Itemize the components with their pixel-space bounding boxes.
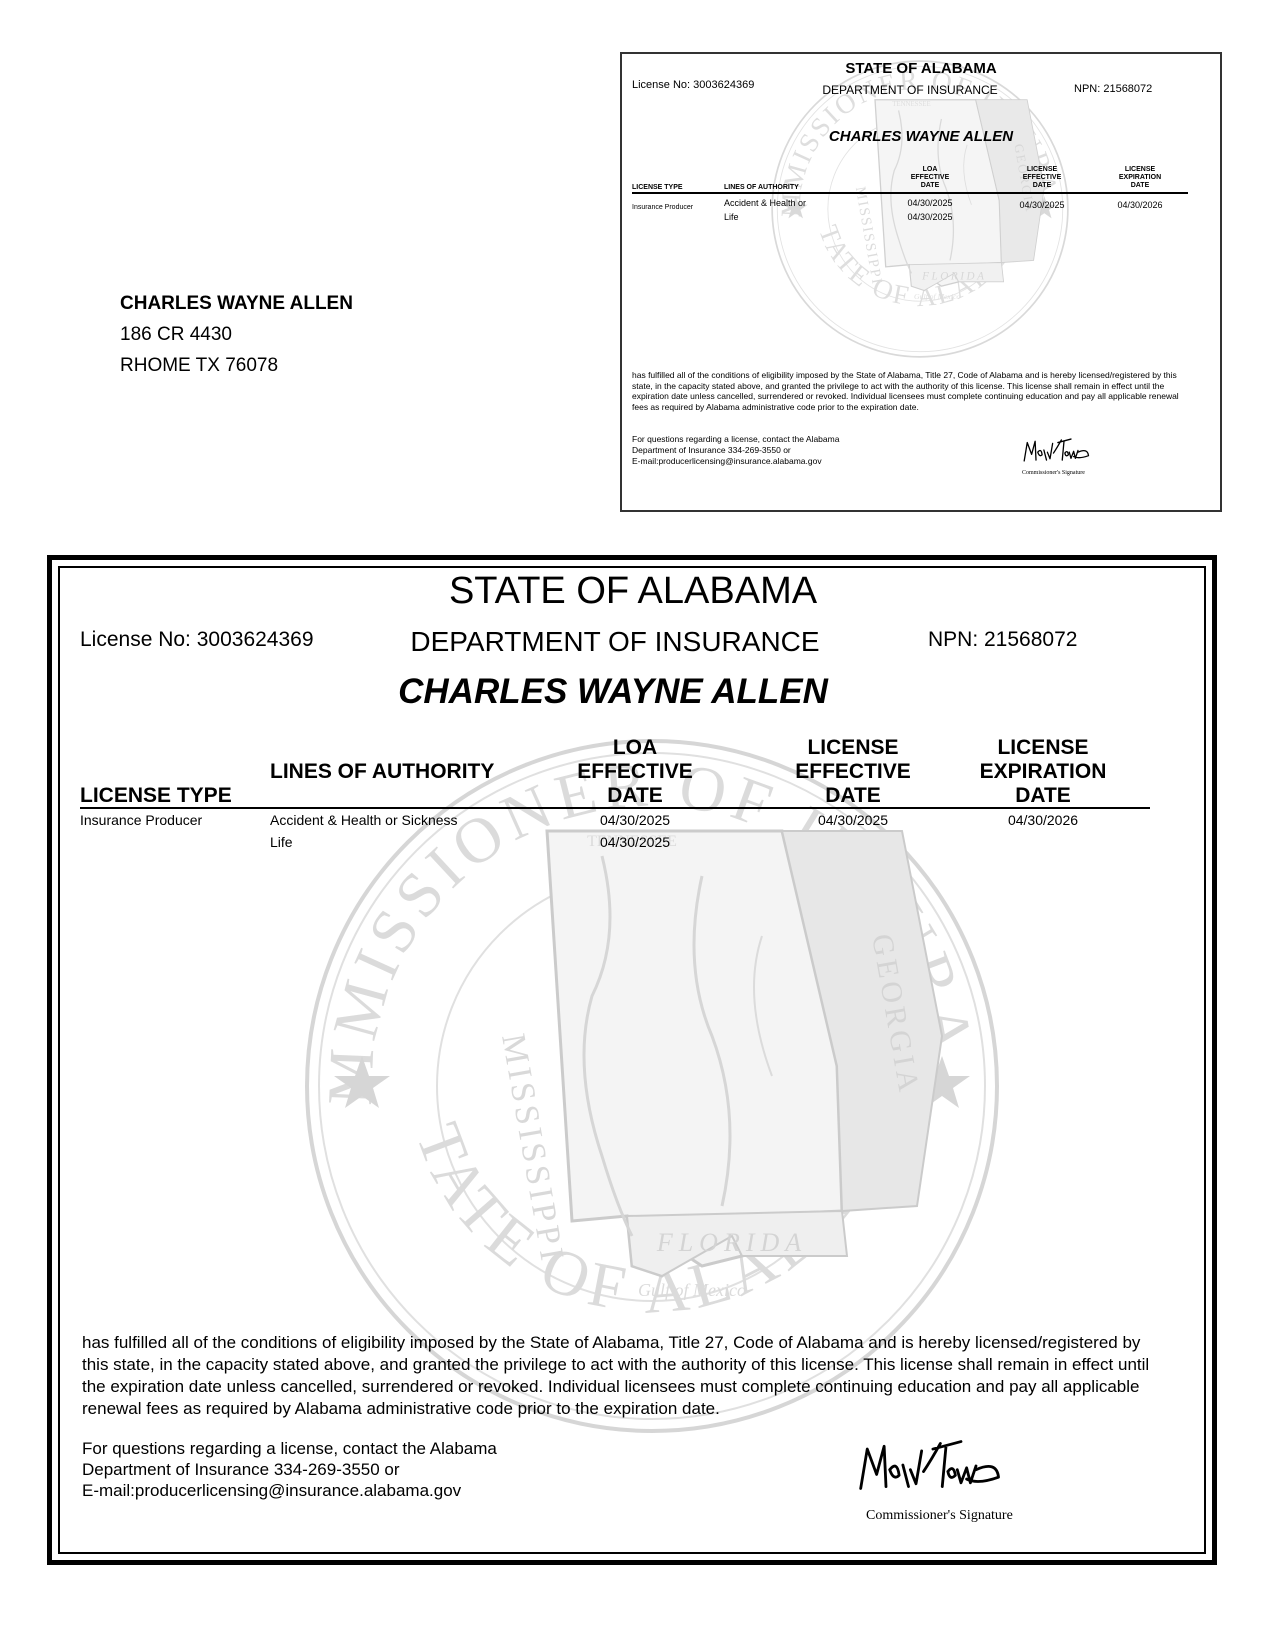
certificate-state-title: STATE OF ALABAMA xyxy=(448,570,818,612)
row-line-2: Life xyxy=(270,834,293,850)
card-department: DEPARTMENT OF INSURANCE xyxy=(822,83,998,97)
certificate-npn: NPN: 21568072 xyxy=(928,628,1078,651)
certificate-license-no: License No: 3003624369 xyxy=(80,628,314,651)
table-header-rule xyxy=(80,807,1150,809)
row-license-type: Insurance Producer xyxy=(80,812,203,828)
card-npn: NPN: 21568072 xyxy=(1074,83,1153,95)
col-lines-of-authority: LINES OF AUTHORITY xyxy=(270,760,495,783)
wallet-license-card xyxy=(620,52,1222,512)
row-loa-date-2: 04/30/2025 xyxy=(599,834,671,850)
row-loa-date-1: 04/30/2025 xyxy=(599,812,671,828)
card-col-license-effective: LICENSE EFFECTIVE DATE xyxy=(1022,166,1062,189)
card-signature-caption: Commissioner's Signature xyxy=(1022,470,1085,476)
row-license-expiration: 04/30/2026 xyxy=(1007,812,1079,828)
col-license-effective-date: LICENSE EFFECTIVE DATE xyxy=(795,736,911,807)
card-state-title: STATE OF ALABAMA xyxy=(845,60,997,77)
license-certificate xyxy=(47,555,1217,1565)
card-row-license-effective: 04/30/2025 xyxy=(1019,200,1065,210)
row-line-1: Accident & Health or Sickness xyxy=(270,812,458,828)
recipient-city-state-zip: RHOME TX 76078 xyxy=(120,355,279,376)
row-license-effective: 04/30/2025 xyxy=(817,812,889,828)
certificate-body-text: has fulfilled all of the conditions of eligibility imposed by the State of Alabama, Title 27, Code of Alabama and is hereby licensed/registered by this state, in the capacity stated above, and granted the privilege to act with the authority of this license. This license shall remain in effect until the expiration date unless cancelled, surrendered or revoked. Individual licensees must complete continuing education and pay all applicable renewal fees as required by Alabama administrative code prior to the expiration date. xyxy=(82,1333,1150,1418)
commissioner-signature xyxy=(856,1430,1006,1505)
card-row-lines: Accident & Health or Life xyxy=(724,198,807,222)
card-col-loa: LINES OF AUTHORITY xyxy=(724,184,799,191)
card-contact: For questions regarding a license, contact the Alabama Department of Insurance 334-269-3550 or E-mail:producerlicensing@insurance.alabama.gov xyxy=(632,434,840,466)
card-header-rule xyxy=(632,192,1188,194)
certificate-contact: For questions regarding a license, contact the Alabama Department of Insurance 334-269-3550 or E-mail:producerlicensing@insurance.alabama.gov xyxy=(82,1439,497,1500)
card-licensee-name: CHARLES WAYNE ALLEN xyxy=(828,128,1014,145)
mailing-address xyxy=(120,288,353,381)
card-row-loa-dates: 04/30/2025 04/30/2025 xyxy=(907,198,953,222)
col-license-type: LICENSE TYPE xyxy=(80,784,232,807)
recipient-street: 186 CR 4430 xyxy=(120,324,232,345)
certificate-licensee-name: CHARLES WAYNE ALLEN xyxy=(398,672,828,711)
card-license-no: License No: 3003624369 xyxy=(632,79,755,91)
card-col-license-type: LICENSE TYPE xyxy=(632,184,683,191)
card-row-license-type: Insurance Producer xyxy=(632,204,694,211)
card-row-license-expiration: 04/30/2026 xyxy=(1117,200,1163,210)
card-body-text: has fulfilled all of the conditions of eligibility imposed by the State of Alabama, Title 27, Code of Alabama and is hereby licensed/registered by this state, in the capacity stated above, and granted the privilege to act with the authority of this license. This license shall remain in effect until the expiration date unless cancelled, surrendered or revoked. Individual licensees must complete continuing education and pay all applicable renewal fees as required by Alabama administrative code prior to the expiration date. xyxy=(632,370,1179,412)
signature-caption: Commissioner's Signature xyxy=(866,1508,1013,1523)
card-col-loa-effective: LOA EFFECTIVE DATE xyxy=(910,166,950,189)
card-col-license-expiration: LICENSE EXPIRATION DATE xyxy=(1118,166,1162,189)
certificate-department: DEPARTMENT OF INSURANCE xyxy=(410,626,820,657)
recipient-name: CHARLES WAYNE ALLEN xyxy=(120,293,353,314)
certificate-inner-frame xyxy=(58,566,1206,1554)
col-loa-effective-date: LOA EFFECTIVE DATE xyxy=(577,736,693,807)
col-license-expiration-date: LICENSE EXPIRATION DATE xyxy=(979,736,1107,807)
card-signature xyxy=(1022,434,1092,471)
